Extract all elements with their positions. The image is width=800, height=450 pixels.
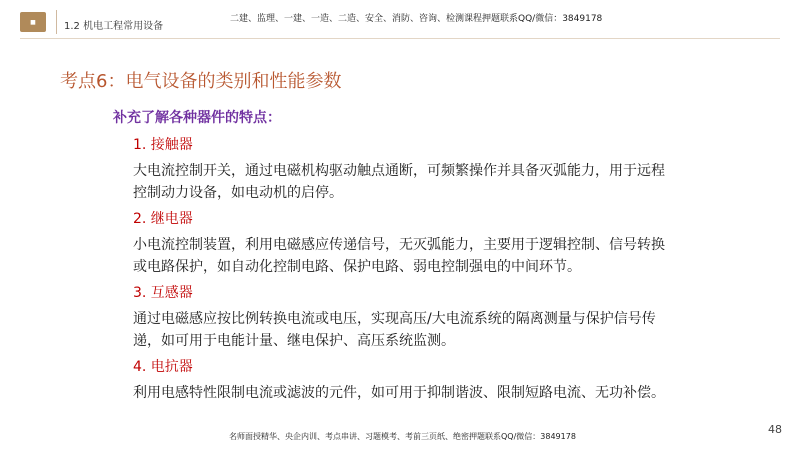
content-block bbox=[105, 107, 665, 409]
item-heading-contactor: 1. 接触器 bbox=[133, 137, 193, 153]
page-number: 48 bbox=[768, 423, 782, 436]
item-body-relay: 小电流控制装置，利用电磁感应传递信号，无灭弧能力，主要用于逻辑控制、信号转换或电路保护，如自动化控制电路、保护电路、弱电控制强电的中间环节。 bbox=[133, 237, 665, 275]
item-heading-transformer: 3. 互感器 bbox=[133, 285, 193, 301]
header-rule bbox=[20, 38, 780, 39]
item-heading-relay: 2. 继电器 bbox=[133, 211, 193, 227]
item-heading-reactor: 4. 电抗器 bbox=[133, 359, 193, 375]
header-divider bbox=[56, 10, 57, 34]
subtitle: 补充了解各种器件的特点： bbox=[113, 110, 281, 126]
footer-contact-text: 名师面授精华、央企内训、考点串讲、习题模考、考前三页纸、绝密押题联系QQ/微信：3849178 bbox=[229, 432, 576, 441]
item-body-reactor: 利用电感特性限制电流或滤波的元件，如可用于抑制谐波、限制短路电流、无功补偿。 bbox=[133, 385, 665, 401]
header-contact-text: 二建、监理、一建、一造、二造、安全、消防、咨询、检测课程押题联系QQ/微信：3849178 bbox=[230, 14, 603, 24]
item-body-contactor: 大电流控制开关，通过电磁机构驱动触点通断，可频繁操作并具备灭弧能力，用于远程控制动力设备，如电动机的启停。 bbox=[133, 163, 665, 201]
page-title: 考点6：电气设备的类别和性能参数 bbox=[60, 71, 342, 92]
section-label: 1.2 机电工程常用设备 bbox=[64, 21, 164, 32]
logo: ■ bbox=[20, 12, 46, 32]
item-body-transformer: 通过电磁感应按比例转换电流或电压，实现高压/大电流系统的隔离测量与保护信号传递，如可用于电能计量、继电保护、高压系统监测。 bbox=[133, 311, 656, 349]
